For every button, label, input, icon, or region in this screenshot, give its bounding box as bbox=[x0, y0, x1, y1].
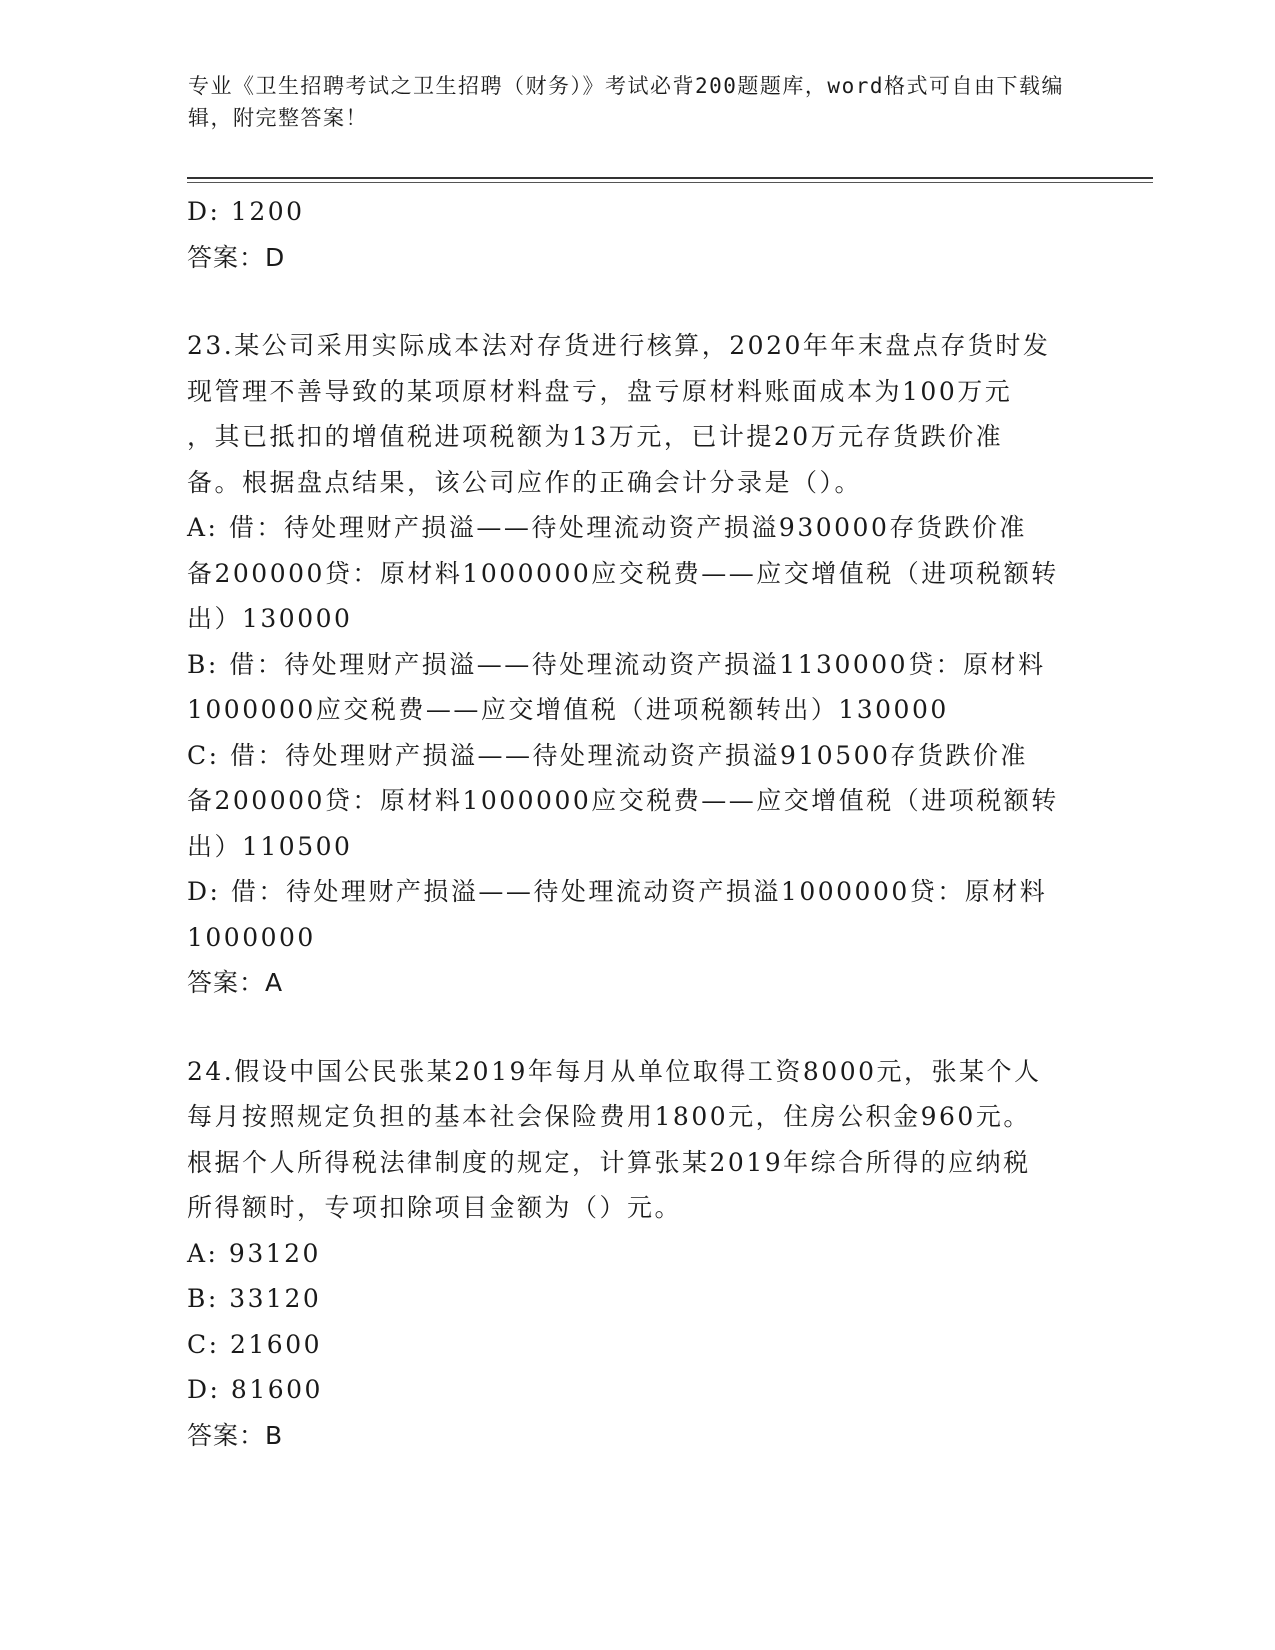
option-a: A: 93120 bbox=[187, 1238, 321, 1268]
question-24 bbox=[187, 1049, 1087, 1459]
option-b: B: 33120 bbox=[187, 1284, 322, 1313]
option-d: D: 81600 bbox=[187, 1375, 323, 1404]
option-d: D: 1200 bbox=[187, 197, 305, 226]
prev-question-tail bbox=[187, 189, 1087, 280]
question-text-line: 根据个人所得税法律制度的规定，计算张某2019年综合所得的应纳税 bbox=[187, 1147, 1031, 1177]
spacer bbox=[187, 1006, 1087, 1049]
question-text-line: ，其已抵扣的增值税进项税额为13万元，已计提20万元存货跌价准 bbox=[187, 422, 1004, 451]
question-text-line: 每月按照规定负担的基本社会保险费用1800元，住房公积金960元。 bbox=[187, 1102, 1031, 1131]
document-body bbox=[187, 189, 1087, 1458]
option-c-line: 出）110500 bbox=[187, 831, 353, 861]
option-b-line: 1000000应交税费——应交增值税（进项税额转出）130000 bbox=[187, 695, 949, 724]
option-c-line: C: 借：待处理财产损溢——待处理流动资产损溢910500存货跌价准 bbox=[187, 740, 1028, 770]
question-23 bbox=[187, 323, 1087, 1006]
answer: 答案：D bbox=[187, 242, 286, 272]
header-divider-thin bbox=[187, 182, 1153, 183]
answer: 答案：A bbox=[187, 968, 284, 997]
question-text-line: 备。根据盘点结果，该公司应作的正确会计分录是（）。 bbox=[187, 467, 863, 497]
option-a-line: 备200000贷：原材料1000000应交税费——应交增值税（进项税额转 bbox=[187, 558, 1059, 588]
option-c: C: 21600 bbox=[187, 1329, 323, 1359]
answer: 答案：B bbox=[187, 1420, 284, 1450]
question-text-line: 24.假设中国公民张某2019年每月从单位取得工资8000元，张某个人 bbox=[187, 1056, 1042, 1086]
option-b-line: B: 借：待处理财产损溢——待处理流动资产损溢1130000贷：原材料 bbox=[187, 649, 1046, 679]
page-header: 专业《卫生招聘考试之卫生招聘（财务）》考试必背200题题库，word格式可自由下载编辑，附完整答案！ bbox=[188, 74, 1064, 130]
option-c-line: 备200000贷：原材料1000000应交税费——应交增值税（进项税额转 bbox=[187, 786, 1059, 815]
option-a-line: 出）130000 bbox=[187, 604, 353, 633]
option-a-line: A: 借：待处理财产损溢——待处理流动资产损溢930000存货跌价准 bbox=[187, 513, 1027, 542]
option-d-line: D: 借：待处理财产损溢——待处理流动资产损溢1000000贷：原材料 bbox=[187, 877, 1048, 906]
spacer bbox=[187, 280, 1087, 323]
question-text-line: 现管理不善导致的某项原材料盘亏，盘亏原材料账面成本为100万元 bbox=[187, 376, 1013, 406]
header-divider-thick bbox=[187, 177, 1153, 179]
option-d-line: 1000000 bbox=[187, 922, 316, 952]
question-text-line: 23.某公司采用实际成本法对存货进行核算，2020年年末盘点存货时发 bbox=[187, 331, 1051, 360]
question-text-line: 所得额时，专项扣除项目金额为（）元。 bbox=[187, 1193, 683, 1222]
